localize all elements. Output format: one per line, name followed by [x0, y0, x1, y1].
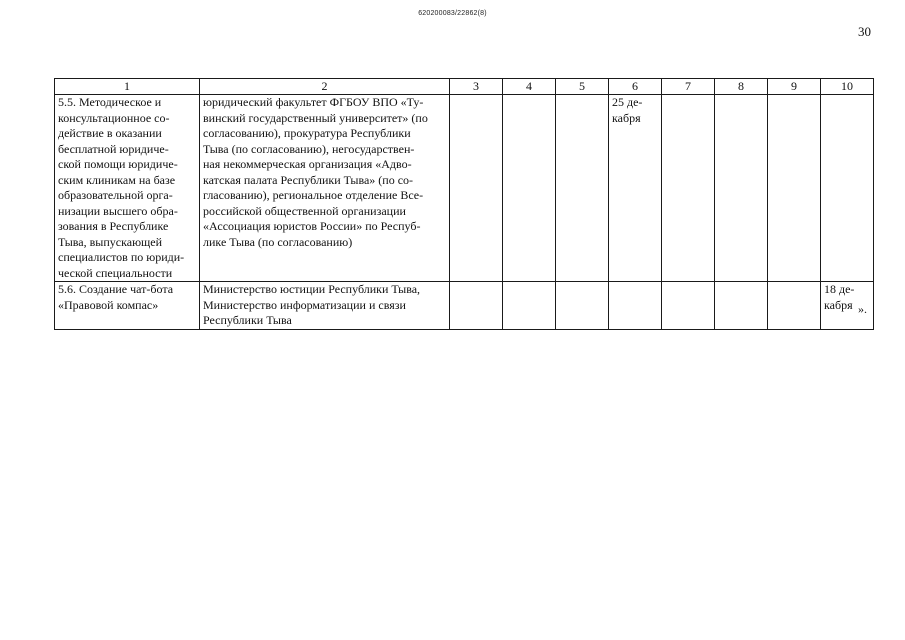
- table-row: [55, 95, 874, 282]
- column-header-10: 10: [821, 79, 874, 95]
- column-header-9: 9: [768, 79, 821, 95]
- column-header-1: 1: [55, 79, 200, 95]
- column-header-6: 6: [609, 79, 662, 95]
- column-header-7: 7: [662, 79, 715, 95]
- measure-cell: 5.5. Методическое и консультационное со- действие в оказании бесплатной юридиче- ской помощи юридиче- ским клиникам на базе образовательной орга- низации высшего обра- зования в Республике Тыва, выпускающей специалистов по юриди- ческой специальности: [55, 95, 200, 282]
- cell-col8: [715, 282, 768, 330]
- measure-cell: 5.6. Создание чат-бота «Правовой компас»: [55, 282, 200, 330]
- table-row: [55, 282, 874, 330]
- column-header-2: 2: [200, 79, 450, 95]
- document-code: 620200083/22862(8): [418, 10, 487, 17]
- executors-cell: юридический факультет ФГБОУ ВПО «Ту- винский государственный университет» (по согласованию), прокуратура Республики Тыва (по согласованию), негосударствен- ная некоммерческая организация «Адво- катская палата Республики Тыва» (по со- гласованию), региональное отделение Все- российской общественной организации «Ассоциация юристов России» по Респуб- лике Тыва (по согласованию): [200, 95, 450, 282]
- column-header-4: 4: [503, 79, 556, 95]
- executors-cell: Министерство юстиции Республики Тыва, Министерство информатизации и связи Республики Тыва: [200, 282, 450, 330]
- cell-col4: [503, 282, 556, 330]
- deadline-cell: 25 де- кабря: [609, 95, 662, 282]
- closing-quote: ».: [858, 302, 867, 316]
- cell-col4: [503, 95, 556, 282]
- page-number: 30: [858, 24, 871, 39]
- cell-col9: [768, 282, 821, 330]
- cell-col7: [662, 282, 715, 330]
- plan-table: [54, 78, 874, 330]
- cell-col3: [450, 282, 503, 330]
- column-header-3: 3: [450, 79, 503, 95]
- cell-col10: [821, 95, 874, 282]
- cell-col6: [609, 282, 662, 330]
- cell-col3: [450, 95, 503, 282]
- deadline-cell: 18 де- кабря: [821, 282, 874, 330]
- header-row: [55, 79, 874, 95]
- column-header-8: 8: [715, 79, 768, 95]
- cell-col5: [556, 95, 609, 282]
- cell-col5: [556, 282, 609, 330]
- column-header-5: 5: [556, 79, 609, 95]
- cell-col9: [768, 95, 821, 282]
- cell-col8: [715, 95, 768, 282]
- cell-col7: [662, 95, 715, 282]
